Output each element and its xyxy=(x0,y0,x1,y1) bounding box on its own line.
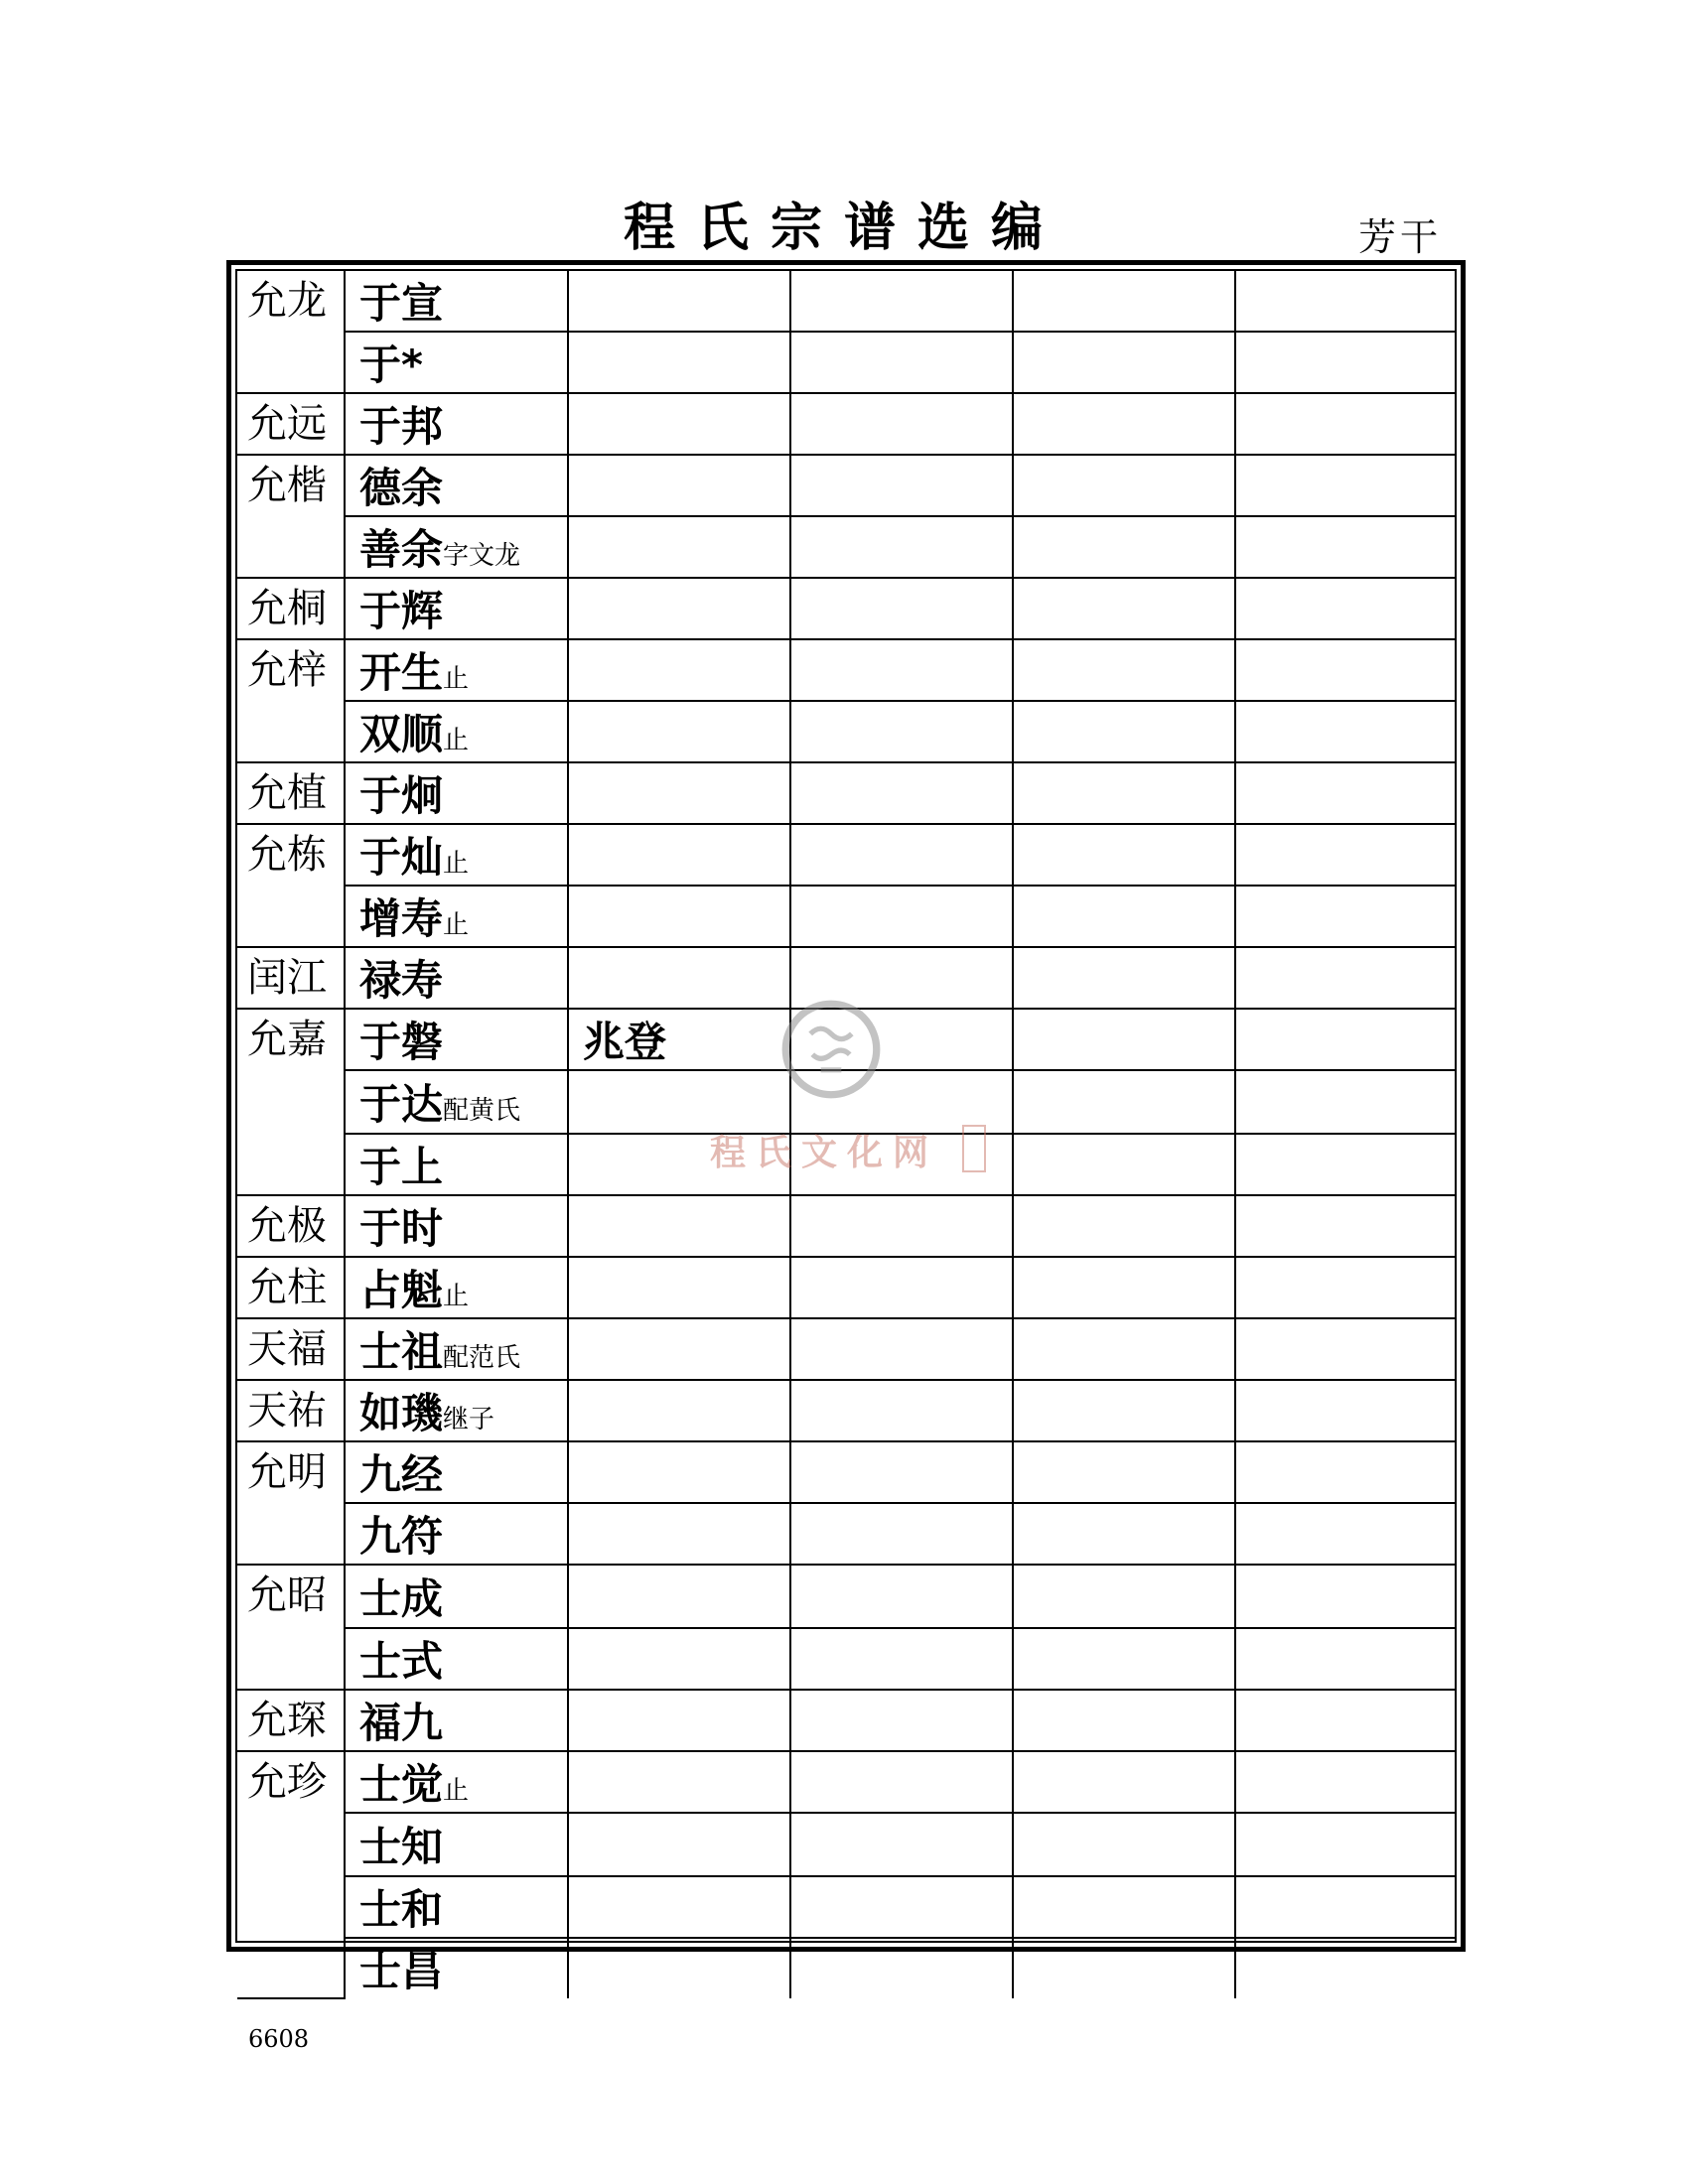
child-name-cell xyxy=(345,1195,568,1257)
child-name: 士式 xyxy=(359,1637,444,1686)
child-name: 于宣 xyxy=(359,279,444,328)
empty-cell xyxy=(1235,1441,1455,1503)
empty-cell xyxy=(1235,1195,1455,1257)
empty-cell xyxy=(1235,1690,1455,1751)
empty-cell xyxy=(790,1257,1013,1318)
child-name-cell xyxy=(345,1938,568,1998)
child-name: 如璣 xyxy=(359,1389,444,1437)
empty-cell xyxy=(1013,701,1235,762)
empty-cell xyxy=(790,271,1013,332)
grandchild-cell xyxy=(568,762,790,824)
empty-cell xyxy=(1013,578,1235,639)
table-row xyxy=(237,1938,1455,1998)
child-name: 开生 xyxy=(359,648,444,697)
empty-cell xyxy=(1235,578,1455,639)
empty-cell xyxy=(1235,455,1455,516)
empty-cell xyxy=(1235,1751,1455,1813)
child-name: 于磐 xyxy=(359,1018,444,1066)
empty-cell xyxy=(1235,886,1455,947)
table-row xyxy=(237,1628,1455,1690)
parent-name-cell: 允龙 xyxy=(237,271,345,393)
child-name-cell xyxy=(345,1813,568,1876)
child-name: 士觉 xyxy=(359,1760,444,1809)
parent-name-cell: 允桐 xyxy=(237,578,345,639)
empty-cell xyxy=(790,1690,1013,1751)
empty-cell xyxy=(1235,1009,1455,1070)
page-number: 6608 xyxy=(248,2025,310,2053)
empty-cell xyxy=(1013,271,1235,332)
empty-cell xyxy=(1013,1195,1235,1257)
empty-cell xyxy=(1235,332,1455,393)
table-row xyxy=(237,271,1455,332)
child-name: 增寿 xyxy=(359,894,444,943)
child-name: 九经 xyxy=(359,1450,444,1499)
empty-cell xyxy=(790,1813,1013,1876)
child-name: 占魁 xyxy=(359,1266,444,1314)
table-row xyxy=(237,516,1455,578)
empty-cell xyxy=(1235,516,1455,578)
empty-cell xyxy=(790,1441,1013,1503)
parent-name-cell: 允楷 xyxy=(237,455,345,578)
child-name: 于时 xyxy=(359,1204,444,1253)
empty-cell xyxy=(790,1380,1013,1441)
empty-cell xyxy=(1013,516,1235,578)
grandchild-cell xyxy=(568,1380,790,1441)
empty-cell xyxy=(1013,1813,1235,1876)
parent-name-cell: 允明 xyxy=(237,1441,345,1565)
parent-name-cell: 允远 xyxy=(237,393,345,455)
parent-name-cell: 允极 xyxy=(237,1195,345,1257)
grandchild-cell xyxy=(568,1565,790,1628)
table-row xyxy=(237,1441,1455,1503)
child-name-cell xyxy=(345,1690,568,1751)
parent-name-cell: 允昭 xyxy=(237,1565,345,1690)
child-name-cell xyxy=(345,1380,568,1441)
parent-name-cell: 允嘉 xyxy=(237,1009,345,1195)
grandchild-cell xyxy=(568,1876,790,1938)
child-name: 士祖 xyxy=(359,1327,444,1376)
grandchild-cell xyxy=(568,271,790,332)
empty-cell xyxy=(1013,1565,1235,1628)
child-name: 于上 xyxy=(359,1143,444,1191)
watermark xyxy=(710,998,998,1171)
child-name: 士昌 xyxy=(359,1947,444,1995)
empty-cell xyxy=(1235,1257,1455,1318)
empty-cell xyxy=(1013,1876,1235,1938)
parent-name-cell: 天福 xyxy=(237,1318,345,1380)
child-name: 禄寿 xyxy=(359,956,444,1005)
page-title: 程氏宗谱选编 xyxy=(623,198,1064,258)
table-row xyxy=(237,578,1455,639)
grandchild-cell xyxy=(568,701,790,762)
child-name-cell xyxy=(345,1257,568,1318)
grandchild-cell xyxy=(568,516,790,578)
empty-cell xyxy=(790,1938,1013,1998)
empty-cell xyxy=(1013,1751,1235,1813)
watermark-stamp-icon xyxy=(962,1125,986,1172)
empty-cell xyxy=(790,393,1013,455)
child-note: 止 xyxy=(443,1776,470,1806)
child-note: 止 xyxy=(443,664,470,694)
table-row xyxy=(237,1380,1455,1441)
empty-cell xyxy=(1013,1380,1235,1441)
grandchild-cell xyxy=(568,1195,790,1257)
empty-cell xyxy=(1235,1380,1455,1441)
empty-cell xyxy=(1235,393,1455,455)
grandchild-cell xyxy=(568,1628,790,1690)
child-name: 于* xyxy=(359,341,423,389)
empty-cell xyxy=(1013,1690,1235,1751)
child-name-cell xyxy=(345,947,568,1009)
child-note: 字文龙 xyxy=(443,541,521,571)
child-name-cell xyxy=(345,1751,568,1813)
empty-cell xyxy=(1013,1070,1235,1134)
empty-cell xyxy=(1013,639,1235,701)
child-name-cell xyxy=(345,639,568,701)
empty-cell xyxy=(1013,1134,1235,1195)
grandchild-cell xyxy=(568,1318,790,1380)
empty-cell xyxy=(1013,1628,1235,1690)
empty-cell xyxy=(1013,762,1235,824)
child-note: 止 xyxy=(443,910,470,940)
child-name-cell xyxy=(345,393,568,455)
child-name: 双顺 xyxy=(359,710,444,758)
empty-cell xyxy=(1235,1813,1455,1876)
empty-cell xyxy=(790,1565,1013,1628)
empty-cell xyxy=(1013,947,1235,1009)
empty-cell xyxy=(1235,1503,1455,1565)
grandchild-cell xyxy=(568,578,790,639)
child-name: 九符 xyxy=(359,1512,444,1561)
child-name-cell xyxy=(345,1441,568,1503)
empty-cell xyxy=(1013,886,1235,947)
empty-cell xyxy=(1235,1134,1455,1195)
child-note: 配范氏 xyxy=(443,1343,521,1373)
child-name: 于辉 xyxy=(359,587,444,635)
empty-cell xyxy=(1235,762,1455,824)
table-row xyxy=(237,1813,1455,1876)
child-name-cell xyxy=(345,824,568,886)
empty-cell xyxy=(790,701,1013,762)
child-name: 善余 xyxy=(359,525,444,574)
empty-cell xyxy=(1235,1318,1455,1380)
child-name-cell xyxy=(345,886,568,947)
watermark-text: 程氏文化网 xyxy=(710,1132,939,1173)
empty-cell xyxy=(790,1503,1013,1565)
empty-cell xyxy=(790,1195,1013,1257)
parent-name-cell: 允植 xyxy=(237,762,345,824)
child-name-cell xyxy=(345,516,568,578)
parent-name-cell: 允珍 xyxy=(237,1751,345,1998)
empty-cell xyxy=(790,332,1013,393)
parent-name-cell: 天祐 xyxy=(237,1380,345,1441)
parent-name-cell: 允梓 xyxy=(237,639,345,762)
empty-cell xyxy=(1013,332,1235,393)
empty-cell xyxy=(790,516,1013,578)
empty-cell xyxy=(1235,1938,1455,1998)
table-row xyxy=(237,455,1455,516)
child-name: 士知 xyxy=(359,1823,444,1871)
child-name-cell xyxy=(345,455,568,516)
grandchild-cell xyxy=(568,639,790,701)
table-row xyxy=(237,886,1455,947)
grandchild-cell xyxy=(568,1441,790,1503)
empty-cell xyxy=(1235,947,1455,1009)
child-name: 于灿 xyxy=(359,833,444,882)
child-name-cell xyxy=(345,1503,568,1565)
table-row xyxy=(237,639,1455,701)
table-row xyxy=(237,824,1455,886)
child-name-cell xyxy=(345,1070,568,1134)
empty-cell xyxy=(1235,701,1455,762)
table-row xyxy=(237,1257,1455,1318)
child-note: 配黄氏 xyxy=(443,1096,521,1126)
grandchild-cell xyxy=(568,1938,790,1998)
child-note: 继子 xyxy=(443,1405,495,1434)
empty-cell xyxy=(1013,455,1235,516)
grandchild-cell xyxy=(568,886,790,947)
child-name: 于邦 xyxy=(359,402,444,451)
parent-name-cell: 允琛 xyxy=(237,1690,345,1751)
table-row xyxy=(237,1876,1455,1938)
empty-cell xyxy=(1235,271,1455,332)
empty-cell xyxy=(1013,393,1235,455)
empty-cell xyxy=(790,578,1013,639)
table-row xyxy=(237,701,1455,762)
grandchild-cell xyxy=(568,455,790,516)
empty-cell xyxy=(1013,1503,1235,1565)
grandchild-cell xyxy=(568,824,790,886)
empty-cell xyxy=(790,1318,1013,1380)
child-name: 士和 xyxy=(359,1885,444,1934)
child-name-cell xyxy=(345,271,568,332)
grandchild-cell xyxy=(568,332,790,393)
child-name: 于炯 xyxy=(359,771,444,820)
child-name: 德余 xyxy=(359,464,444,512)
child-name-cell xyxy=(345,332,568,393)
empty-cell xyxy=(790,1876,1013,1938)
grandchild-cell xyxy=(568,1751,790,1813)
child-note: 止 xyxy=(443,1282,470,1311)
parent-name-cell: 闰江 xyxy=(237,947,345,1009)
parent-name-cell: 允栋 xyxy=(237,824,345,947)
child-name-cell xyxy=(345,1876,568,1938)
branch-label: 芳干 xyxy=(1358,215,1443,259)
table-row xyxy=(237,1751,1455,1813)
child-name-cell xyxy=(345,762,568,824)
grandchild-cell xyxy=(568,393,790,455)
child-name: 于达 xyxy=(359,1080,444,1129)
table-row xyxy=(237,1690,1455,1751)
table-row xyxy=(237,332,1455,393)
child-name-cell xyxy=(345,1318,568,1380)
empty-cell xyxy=(1013,1318,1235,1380)
child-name: 福九 xyxy=(359,1699,444,1747)
table-row xyxy=(237,762,1455,824)
table-row xyxy=(237,1565,1455,1628)
empty-cell xyxy=(1235,824,1455,886)
empty-cell xyxy=(790,886,1013,947)
table-row xyxy=(237,1503,1455,1565)
child-name-cell xyxy=(345,1628,568,1690)
grandchild-cell xyxy=(568,1257,790,1318)
child-name-cell xyxy=(345,1009,568,1070)
empty-cell xyxy=(790,455,1013,516)
table-row xyxy=(237,393,1455,455)
grandchild-cell xyxy=(568,1813,790,1876)
empty-cell xyxy=(790,824,1013,886)
empty-cell xyxy=(1235,1876,1455,1938)
empty-cell xyxy=(1013,1009,1235,1070)
watermark-seal-icon xyxy=(779,998,883,1101)
empty-cell xyxy=(790,1751,1013,1813)
grandchild-cell xyxy=(568,1690,790,1751)
child-name-cell xyxy=(345,1134,568,1195)
grandchild-cell: 兆登 xyxy=(568,1009,790,1070)
empty-cell xyxy=(1013,1441,1235,1503)
empty-cell xyxy=(1235,639,1455,701)
empty-cell xyxy=(1013,1938,1235,1998)
table-row xyxy=(237,1318,1455,1380)
empty-cell xyxy=(1235,1565,1455,1628)
empty-cell xyxy=(1235,1070,1455,1134)
empty-cell xyxy=(790,639,1013,701)
child-note: 止 xyxy=(443,726,470,755)
child-name: 士成 xyxy=(359,1574,444,1623)
child-name-cell xyxy=(345,1565,568,1628)
grandchild-cell xyxy=(568,1503,790,1565)
empty-cell xyxy=(1013,1257,1235,1318)
child-name-cell xyxy=(345,701,568,762)
empty-cell xyxy=(1013,824,1235,886)
child-note: 止 xyxy=(443,849,470,879)
empty-cell xyxy=(1235,1628,1455,1690)
empty-cell xyxy=(790,762,1013,824)
parent-name-cell: 允柱 xyxy=(237,1257,345,1318)
empty-cell xyxy=(790,1628,1013,1690)
table-row xyxy=(237,1195,1455,1257)
child-name-cell xyxy=(345,578,568,639)
